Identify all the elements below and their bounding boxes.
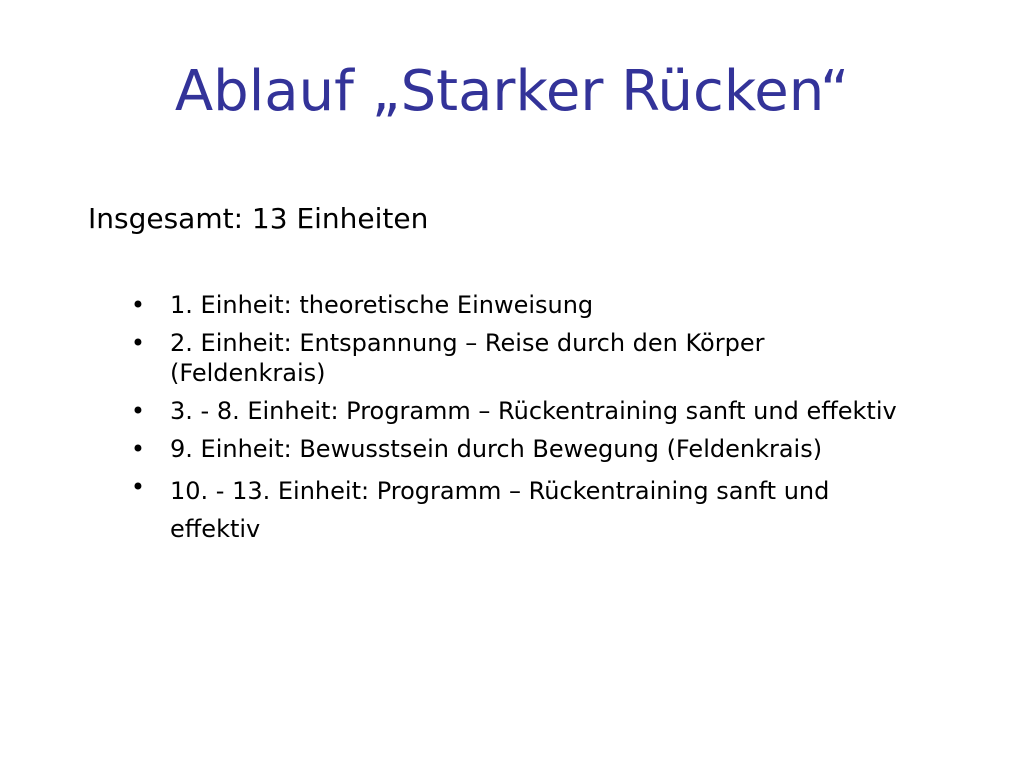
list-item-text: 3. - 8. Einheit: Programm – Rückentraining sanft und effektiv xyxy=(170,397,897,425)
list-item xyxy=(128,290,908,320)
bullet-icon: • xyxy=(130,473,146,501)
bullet-icon: • xyxy=(130,329,146,357)
list-item xyxy=(128,472,908,548)
list-item xyxy=(128,396,908,426)
list-item-text: 10. - 13. Einheit: Programm – Rückentraining sanft und effektiv xyxy=(170,477,830,543)
list-item xyxy=(128,328,908,388)
bullet-icon: • xyxy=(130,435,146,463)
bullet-icon: • xyxy=(130,291,146,319)
list-item-text: 9. Einheit: Bewusstsein durch Bewegung (Feldenkrais) xyxy=(170,435,823,463)
list-item-text: 2. Einheit: Entspannung – Reise durch den Körper (Feldenkrais) xyxy=(170,329,765,387)
list-item xyxy=(128,434,908,464)
slide-subtitle: Insgesamt: 13 Einheiten xyxy=(88,202,429,235)
bullet-list xyxy=(128,290,908,556)
list-item-text: 1. Einheit: theoretische Einweisung xyxy=(170,291,594,319)
bullet-icon: • xyxy=(130,397,146,425)
slide-title: Ablauf „Starker Rücken“ xyxy=(174,59,850,124)
